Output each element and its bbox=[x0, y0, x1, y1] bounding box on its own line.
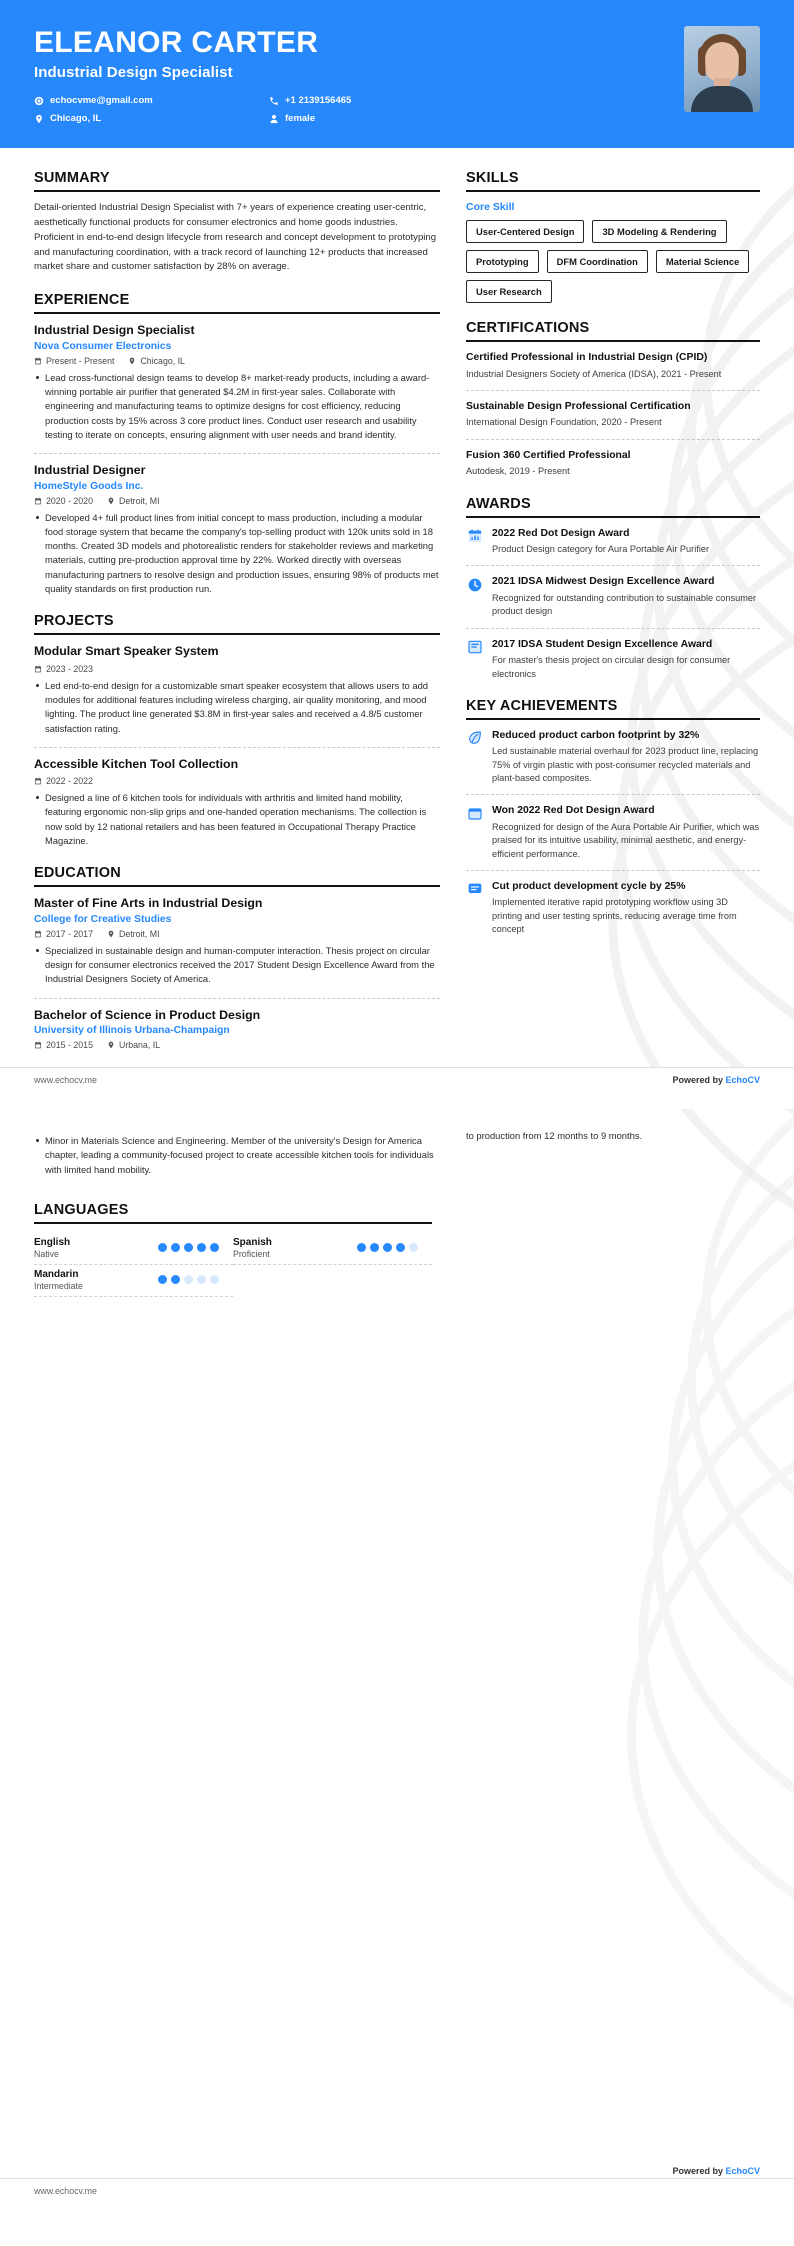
education-meta bbox=[34, 929, 440, 939]
certifications-heading: CERTIFICATIONS bbox=[466, 320, 590, 336]
project-entry bbox=[34, 644, 440, 736]
rating-dot bbox=[370, 1243, 379, 1252]
project-title: Modular Smart Speaker System bbox=[34, 644, 219, 659]
skills-group-label: Core Skill bbox=[466, 201, 515, 213]
education-heading: EDUCATION bbox=[34, 865, 121, 882]
page-footer bbox=[0, 2178, 794, 2204]
contact-location[interactable] bbox=[34, 113, 269, 124]
page-title: ELEANOR CARTER bbox=[34, 26, 319, 59]
section-awards bbox=[466, 496, 760, 681]
location-pin-icon bbox=[107, 497, 115, 505]
contact-email[interactable] bbox=[34, 95, 269, 106]
language-item bbox=[34, 1233, 233, 1265]
skills-rule bbox=[466, 190, 760, 192]
page-footer bbox=[0, 1067, 794, 1093]
calendar-icon bbox=[34, 497, 42, 505]
achievement-continued-text: to production from 12 months to 9 months. bbox=[466, 1129, 643, 1141]
rating-dot bbox=[197, 1243, 206, 1252]
page-whitespace bbox=[0, 1297, 794, 1937]
experience-location-text: Chicago, IL bbox=[140, 355, 185, 366]
award-item bbox=[466, 638, 760, 681]
project-dates-text: 2022 - 2022 bbox=[46, 776, 93, 787]
award-item bbox=[466, 575, 760, 618]
entry-separator bbox=[466, 628, 760, 629]
experience-company[interactable]: HomeStyle Goods Inc. bbox=[34, 480, 144, 492]
projects-heading: PROJECTS bbox=[34, 613, 114, 630]
entry-separator bbox=[466, 390, 760, 391]
education-bullets bbox=[34, 944, 440, 987]
experience-dates-text: Present - Present bbox=[46, 355, 115, 366]
achievement-title: Cut product development cycle by 25% bbox=[492, 880, 686, 892]
avatar bbox=[684, 26, 760, 112]
summary-rule bbox=[34, 190, 440, 192]
resume-header bbox=[0, 0, 794, 148]
project-meta bbox=[34, 664, 440, 674]
certification-item bbox=[466, 400, 760, 430]
contact-phone-text: +1 2139156465 bbox=[285, 95, 352, 106]
contact-gender bbox=[269, 113, 504, 124]
experience-meta bbox=[34, 496, 440, 506]
location-pin-icon bbox=[107, 1041, 115, 1049]
contact-phone[interactable] bbox=[269, 95, 504, 106]
achievement-item bbox=[466, 880, 760, 937]
phone-icon bbox=[269, 96, 279, 106]
rating-dot bbox=[357, 1243, 366, 1252]
rating-dot bbox=[409, 1243, 418, 1252]
rating-dot bbox=[210, 1243, 219, 1252]
award-title: 2017 IDSA Student Design Excellence Award bbox=[492, 638, 713, 650]
calendar-icon bbox=[34, 930, 42, 938]
experience-dates-text: 2020 - 2020 bbox=[46, 495, 93, 506]
certifications-rule bbox=[466, 340, 760, 342]
location-icon bbox=[34, 114, 44, 124]
footer-brand-name[interactable]: EchoCV bbox=[725, 1074, 760, 1085]
list-item: Specialized in sustainable design and human-computer interaction. Thesis project on circular design for consumer electronics received the 2017 Student Design Excellence Award from the Industrial Designers Society of America. bbox=[34, 944, 440, 987]
section-experience bbox=[34, 292, 440, 596]
avatar-face bbox=[705, 42, 739, 82]
avatar-body bbox=[691, 86, 753, 112]
projects-rule bbox=[34, 633, 440, 635]
language-rating bbox=[158, 1275, 219, 1284]
education-degree: Master of Fine Arts in Industrial Design bbox=[34, 896, 263, 911]
experience-entry bbox=[34, 323, 440, 442]
calendar-icon bbox=[34, 665, 42, 673]
section-projects bbox=[34, 613, 440, 848]
education-degree: Bachelor of Science in Product Design bbox=[34, 1007, 261, 1022]
summary-text: Detail-oriented Industrial Design Specialist with 7+ years of experience creating user-centric, aesthetically functional products for consumer electronics and home goods industries. Proficient in end-to-end design lifecycle from research and concept development to prototyping and manufacturing coordination, with a track record of launching 12+ products that increased market share and customer satisfaction by 28% on average. bbox=[34, 202, 437, 273]
list-item: Designed a line of 6 kitchen tools for individuals with arthritis and limited hand mobility, featuring ergonomic non-slip grips and one-handed operation mechanisms. The collection is now sold by 12 national retailers and has been featured in Occupational Therapy Practice Magazine. bbox=[34, 791, 440, 848]
footer-brand bbox=[672, 2166, 760, 2176]
award-title: 2022 Red Dot Design Award bbox=[492, 527, 630, 539]
experience-role: Industrial Design Specialist bbox=[34, 323, 195, 338]
education-rule bbox=[34, 885, 440, 887]
achievements-rule bbox=[466, 718, 760, 720]
project-title: Accessible Kitchen Tool Collection bbox=[34, 756, 239, 771]
education-dates-text: 2015 - 2015 bbox=[46, 1039, 93, 1050]
speed-icon bbox=[466, 881, 483, 898]
education-location bbox=[107, 929, 160, 939]
section-education bbox=[34, 865, 440, 1050]
location-pin-icon bbox=[128, 357, 136, 365]
skill-chip[interactable]: Prototyping bbox=[466, 250, 539, 273]
education-dates bbox=[34, 1040, 93, 1050]
award-item bbox=[466, 527, 760, 557]
location-pin-icon bbox=[107, 930, 115, 938]
project-dates bbox=[34, 776, 93, 786]
certification-item bbox=[466, 351, 760, 381]
skills-chip-list bbox=[466, 220, 760, 303]
contact-gender-text: female bbox=[285, 113, 316, 124]
calendar-chart-icon bbox=[466, 528, 483, 545]
resume-body bbox=[0, 148, 794, 1067]
experience-dates bbox=[34, 496, 93, 506]
rating-dot bbox=[396, 1243, 405, 1252]
certification-name: Sustainable Design Professional Certification bbox=[466, 400, 691, 412]
email-icon bbox=[34, 96, 44, 106]
language-name: Spanish bbox=[233, 1236, 272, 1248]
language-item bbox=[233, 1233, 432, 1265]
footer-powered-label: Powered by bbox=[672, 1074, 726, 1085]
rating-dot bbox=[184, 1275, 193, 1284]
rating-dot bbox=[210, 1275, 219, 1284]
list-item: Minor in Materials Science and Engineering. Member of the university's Design for America chapter, leading a community-focused project to create accessible kitchen tools for individuals with limited hand mobility. bbox=[34, 1134, 440, 1177]
experience-role: Industrial Designer bbox=[34, 463, 146, 478]
leaf-icon bbox=[466, 730, 483, 747]
list-item: Developed 4+ full product lines from initial concept to mass production, including a modular food storage system that became the company's top-selling product with 120k units sold in 18 months. Created 3D models and photorealistic renders for stakeholder reviews and marketing materials, cutting pre-production approval time by 22%. Worked directly with overseas manufacturing partners to resolve design and production issues, ensuring 98% of products met quality standards on first production run. bbox=[34, 511, 440, 597]
project-bullets bbox=[34, 679, 440, 736]
language-rating bbox=[158, 1243, 219, 1252]
education-dates bbox=[34, 929, 93, 939]
contact-email-text: echocvme@gmail.com bbox=[50, 95, 153, 106]
rating-dot bbox=[158, 1275, 167, 1284]
award-description: Product Design category for Aura Portable Air Purifier bbox=[492, 544, 710, 555]
continued-content bbox=[0, 1109, 794, 1180]
education-dates-text: 2017 - 2017 bbox=[46, 928, 93, 939]
language-level: Intermediate bbox=[34, 1280, 83, 1291]
entry-separator bbox=[34, 453, 440, 454]
entry-separator bbox=[466, 870, 760, 871]
skills-heading: SKILLS bbox=[466, 170, 519, 186]
experience-location-text: Detroit, MI bbox=[118, 495, 160, 506]
footer-powered-label: Powered by bbox=[672, 2166, 726, 2176]
contact-location-text: Chicago, IL bbox=[50, 113, 102, 124]
languages-rule bbox=[34, 1222, 432, 1224]
section-certifications bbox=[466, 320, 760, 479]
achievements-heading: KEY ACHIEVEMENTS bbox=[466, 697, 618, 714]
section-skills bbox=[466, 170, 760, 303]
list-item: Led end-to-end design for a customizable smart speaker ecosystem that allows users to add modules for additional features including wireless charging, air quality monitoring, and mood lighting. The product line generated $3.8M in first-year sales and received a 4.8/5 customer satisfaction rating. bbox=[34, 679, 440, 736]
experience-heading: EXPERIENCE bbox=[34, 292, 130, 309]
section-summary bbox=[34, 170, 440, 275]
achievement-item bbox=[466, 729, 760, 786]
language-level: Native bbox=[34, 1248, 59, 1259]
entry-separator bbox=[34, 998, 440, 999]
certification-item bbox=[466, 449, 760, 479]
calendar-icon bbox=[34, 777, 42, 785]
project-meta bbox=[34, 776, 440, 786]
language-item bbox=[34, 1265, 233, 1297]
gender-icon bbox=[269, 114, 279, 124]
page-footer-brand-row bbox=[0, 2159, 794, 2178]
awards-heading: AWARDS bbox=[466, 495, 531, 512]
education-location-text: Detroit, MI bbox=[118, 928, 160, 939]
languages-heading: LANGUAGES bbox=[34, 1201, 129, 1218]
award-description: Recognized for outstanding contribution to sustainable consumer product design bbox=[492, 592, 757, 617]
experience-entry bbox=[34, 463, 440, 596]
project-entry bbox=[34, 757, 440, 849]
achievement-title: Reduced product carbon footprint by 32% bbox=[492, 729, 700, 741]
job-title: Industrial Design Specialist bbox=[34, 64, 233, 81]
project-dates-text: 2023 - 2023 bbox=[46, 663, 93, 674]
experience-dates bbox=[34, 356, 114, 366]
education-meta bbox=[34, 1040, 440, 1050]
rating-dot bbox=[158, 1243, 167, 1252]
contact-list bbox=[34, 95, 504, 131]
left-column bbox=[34, 170, 440, 1067]
language-name: Mandarin bbox=[34, 1268, 79, 1280]
certification-detail: Industrial Designers Society of America (IDSA), 2021 - Present bbox=[466, 368, 722, 379]
footer-url[interactable]: www.echocv.me bbox=[34, 1074, 97, 1085]
page-footer-2-wrap bbox=[0, 2159, 794, 2204]
education-entry bbox=[34, 1008, 440, 1050]
footer-url[interactable]: www.echocv.me bbox=[34, 2186, 97, 2196]
project-dates bbox=[34, 664, 93, 674]
skill-chip[interactable]: User-Centered Design bbox=[466, 220, 584, 243]
education-location bbox=[107, 1040, 160, 1050]
certification-detail: International Design Foundation, 2020 - Present bbox=[466, 417, 662, 428]
footer-brand-name[interactable]: EchoCV bbox=[725, 2166, 760, 2176]
rating-dot bbox=[383, 1243, 392, 1252]
education-entry bbox=[34, 896, 440, 986]
achievement-title: Won 2022 Red Dot Design Award bbox=[492, 805, 655, 817]
experience-location bbox=[107, 496, 160, 506]
education-school[interactable]: University of Illinois Urbana-Champaign bbox=[34, 1024, 230, 1036]
calendar-icon bbox=[34, 357, 42, 365]
achievement-description: Led sustainable material overhaul for 2023 product line, replacing 75% of virgin plastic with post-consumer recycled materials and plant-based composites. bbox=[492, 746, 759, 784]
entry-separator bbox=[466, 565, 760, 566]
skill-chip[interactable]: User Research bbox=[466, 280, 552, 303]
certification-name: Certified Professional in Industrial Design (CPID) bbox=[466, 352, 708, 363]
calendar-icon bbox=[34, 1041, 42, 1049]
language-level: Proficient bbox=[233, 1248, 270, 1259]
experience-meta bbox=[34, 356, 440, 366]
experience-bullets bbox=[34, 371, 440, 442]
book-icon bbox=[466, 639, 483, 656]
summary-heading: SUMMARY bbox=[34, 170, 110, 186]
rating-dot bbox=[171, 1275, 180, 1284]
education-school[interactable]: College for Creative Studies bbox=[34, 913, 172, 925]
languages-list bbox=[34, 1233, 432, 1297]
trophy-icon bbox=[466, 805, 483, 822]
list-item: Lead cross-functional design teams to develop 8+ market-ready products, including a award-winning portable air purifier that generated $4.2M in first-year sales. Collaborate with engineering and manufacturing teams to optimize designs for cost efficiency, reducing production costs by 15% across 3 core product lines. Conduct user research and usability testing to iterate on concepts, ensuring alignment with user needs and brand identity. bbox=[34, 371, 440, 442]
skill-chip[interactable]: DFM Coordination bbox=[547, 250, 648, 273]
award-description: For master's thesis project on circular design for consumer electronics bbox=[492, 655, 731, 679]
achievement-item bbox=[466, 804, 760, 861]
entry-separator bbox=[34, 747, 440, 748]
experience-company[interactable]: Nova Consumer Electronics bbox=[34, 340, 172, 352]
page-break bbox=[0, 1093, 794, 1109]
certification-name: Fusion 360 Certified Professional bbox=[466, 449, 631, 461]
language-name: English bbox=[34, 1236, 71, 1248]
right-column bbox=[466, 170, 760, 1067]
entry-separator bbox=[466, 439, 760, 440]
rating-dot bbox=[184, 1243, 193, 1252]
section-languages bbox=[0, 1180, 466, 1297]
experience-rule bbox=[34, 312, 440, 314]
achievement-description: Recognized for design of the Aura Portable Air Purifier, which was praised for its intuitive usability, minimal aesthetic, and energy-efficient performance. bbox=[492, 821, 760, 859]
education-continued-bullets bbox=[34, 1134, 440, 1177]
skill-chip[interactable]: 3D Modeling & Rendering bbox=[592, 220, 726, 243]
section-key-achievements bbox=[466, 698, 760, 937]
entry-separator bbox=[466, 794, 760, 795]
certification-detail: Autodesk, 2019 - Present bbox=[466, 466, 570, 477]
education-location-text: Urbana, IL bbox=[118, 1039, 161, 1050]
achievement-description: Implemented iterative rapid prototyping workflow using 3D printing and user testing sprints, reducing average time from concept bbox=[492, 897, 737, 935]
project-bullets bbox=[34, 791, 440, 848]
experience-bullets bbox=[34, 511, 440, 597]
footer-brand bbox=[672, 1075, 760, 1085]
rating-dot bbox=[171, 1243, 180, 1252]
rating-dot bbox=[197, 1275, 206, 1284]
language-rating bbox=[357, 1243, 418, 1252]
awards-rule bbox=[466, 516, 760, 518]
experience-location bbox=[128, 356, 185, 366]
education-continued bbox=[34, 1129, 440, 1180]
skill-chip[interactable]: Material Science bbox=[656, 250, 749, 273]
award-title: 2021 IDSA Midwest Design Excellence Award bbox=[492, 576, 715, 588]
clock-icon bbox=[466, 576, 483, 593]
